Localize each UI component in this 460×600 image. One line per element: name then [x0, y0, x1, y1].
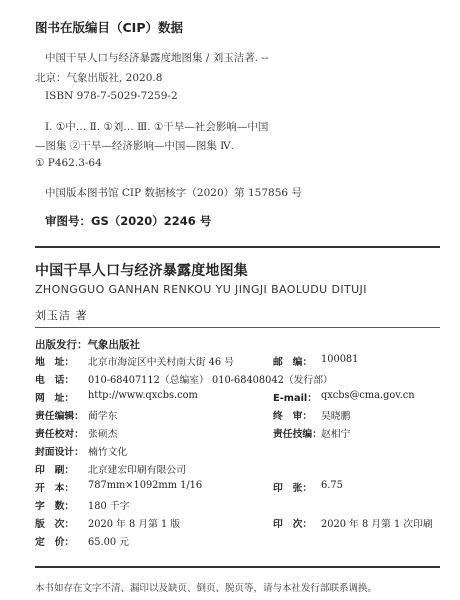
phone-value: 010-68407112（总编室） 010-68408042（发行部） [88, 375, 333, 386]
info-row-proofreader [35, 426, 440, 441]
map-review-number: 审图号：GS（2020）2246 号 [45, 214, 212, 228]
publisher-heading: 出版发行：气象出版社 [35, 339, 140, 351]
postcode-value: 100081 [321, 354, 359, 365]
info-row-address [35, 354, 440, 369]
book-author: 刘玉洁 著 [35, 309, 88, 322]
replacement-notice: 本书如存在文字不清、漏印以及缺页、倒页、脱页等，请与本社发行部联系调换。 [35, 583, 378, 594]
editor-label: 责任编辑： [35, 411, 84, 422]
printer-value: 北京建宏印刷有限公司 [88, 465, 186, 476]
info-row-format [35, 480, 440, 495]
editor-value: 蔺学东 [88, 411, 118, 422]
cip-heading: 图书在版编目（CIP）数据 [35, 20, 183, 35]
book-title-cn: 中国干旱人口与经济暴露度地图集 [35, 263, 248, 279]
final-review-label: 终 审： [273, 411, 313, 422]
info-row-editor [35, 408, 440, 423]
postcode-label: 邮 编： [273, 357, 313, 368]
divider-bottom [35, 566, 440, 568]
final-review-value: 吴晓鹏 [321, 411, 351, 422]
format-label: 开 本： [35, 483, 75, 494]
printing-label: 印 次： [273, 519, 313, 530]
cip-subject-line-1: Ⅰ. ①中… Ⅱ. ①刘… Ⅲ. ①干旱—社会影响—中国 [45, 121, 269, 133]
divider-top [35, 246, 440, 248]
printed-sheets-value: 6.75 [321, 480, 343, 491]
edition-label: 版 次： [35, 519, 75, 530]
cip-record-number: 中国版本图书馆 CIP 数据核字（2020）第 157856 号 [45, 187, 302, 199]
website-label: 网 址： [35, 393, 75, 404]
info-row-phone [35, 372, 440, 387]
proofreader-value: 张硕杰 [88, 429, 118, 440]
info-row-word-count [35, 498, 440, 513]
info-row-price [35, 534, 440, 549]
email-label: E-mail： [273, 393, 318, 404]
info-row-website [35, 390, 440, 405]
technical-editor-label: 责任技编： [273, 429, 322, 440]
cip-isbn-line: ISBN 978-7-5029-7259-2 [45, 90, 178, 102]
format-value: 787mm×1092mm 1/16 [88, 480, 203, 491]
price-value: 65.00 元 [88, 537, 129, 548]
printer-label: 印 刷： [35, 465, 75, 476]
info-row-edition [35, 516, 440, 531]
cip-publisher-line: 北京：气象出版社, 2020.8 [35, 72, 163, 84]
printed-sheets-label: 印 张： [273, 483, 313, 494]
cip-subject-line-2: —图集 ②干旱—经济影响—中国—图集 Ⅳ. [35, 140, 235, 152]
email-value: qxcbs@cma.gov.cn [321, 390, 415, 401]
proofreader-label: 责任校对： [35, 429, 84, 440]
website-value: http://www.qxcbs.com [88, 390, 198, 401]
cip-subject-line-3: ① P462.3-64 [35, 157, 102, 169]
book-title-en: ZHONGGUO GANHAN RENKOU YU JINGJI BAOLUDU DITUJI [35, 283, 367, 296]
info-row-cover-design [35, 444, 440, 459]
cip-title-line: 中国干旱人口与经济暴露度地图集 / 刘玉洁著. -- [45, 52, 269, 64]
cover-design-label: 封面设计： [35, 447, 84, 458]
edition-value: 2020 年 8 月第 1 版 [88, 519, 181, 530]
phone-label: 电 话： [35, 375, 75, 386]
divider-middle [35, 327, 440, 328]
printing-value: 2020 年 8 月第 1 次印刷 [321, 519, 433, 530]
cover-design-value: 楠竹文化 [88, 447, 128, 458]
address-label: 地 址： [35, 357, 75, 368]
technical-editor-value: 赵相宁 [321, 429, 351, 440]
word-count-label: 字 数： [35, 501, 75, 512]
word-count-value: 180 千字 [88, 501, 130, 512]
info-row-printer [35, 462, 440, 477]
price-label: 定 价： [35, 537, 75, 548]
address-value: 北京市海淀区中关村南大街 46 号 [88, 357, 235, 368]
